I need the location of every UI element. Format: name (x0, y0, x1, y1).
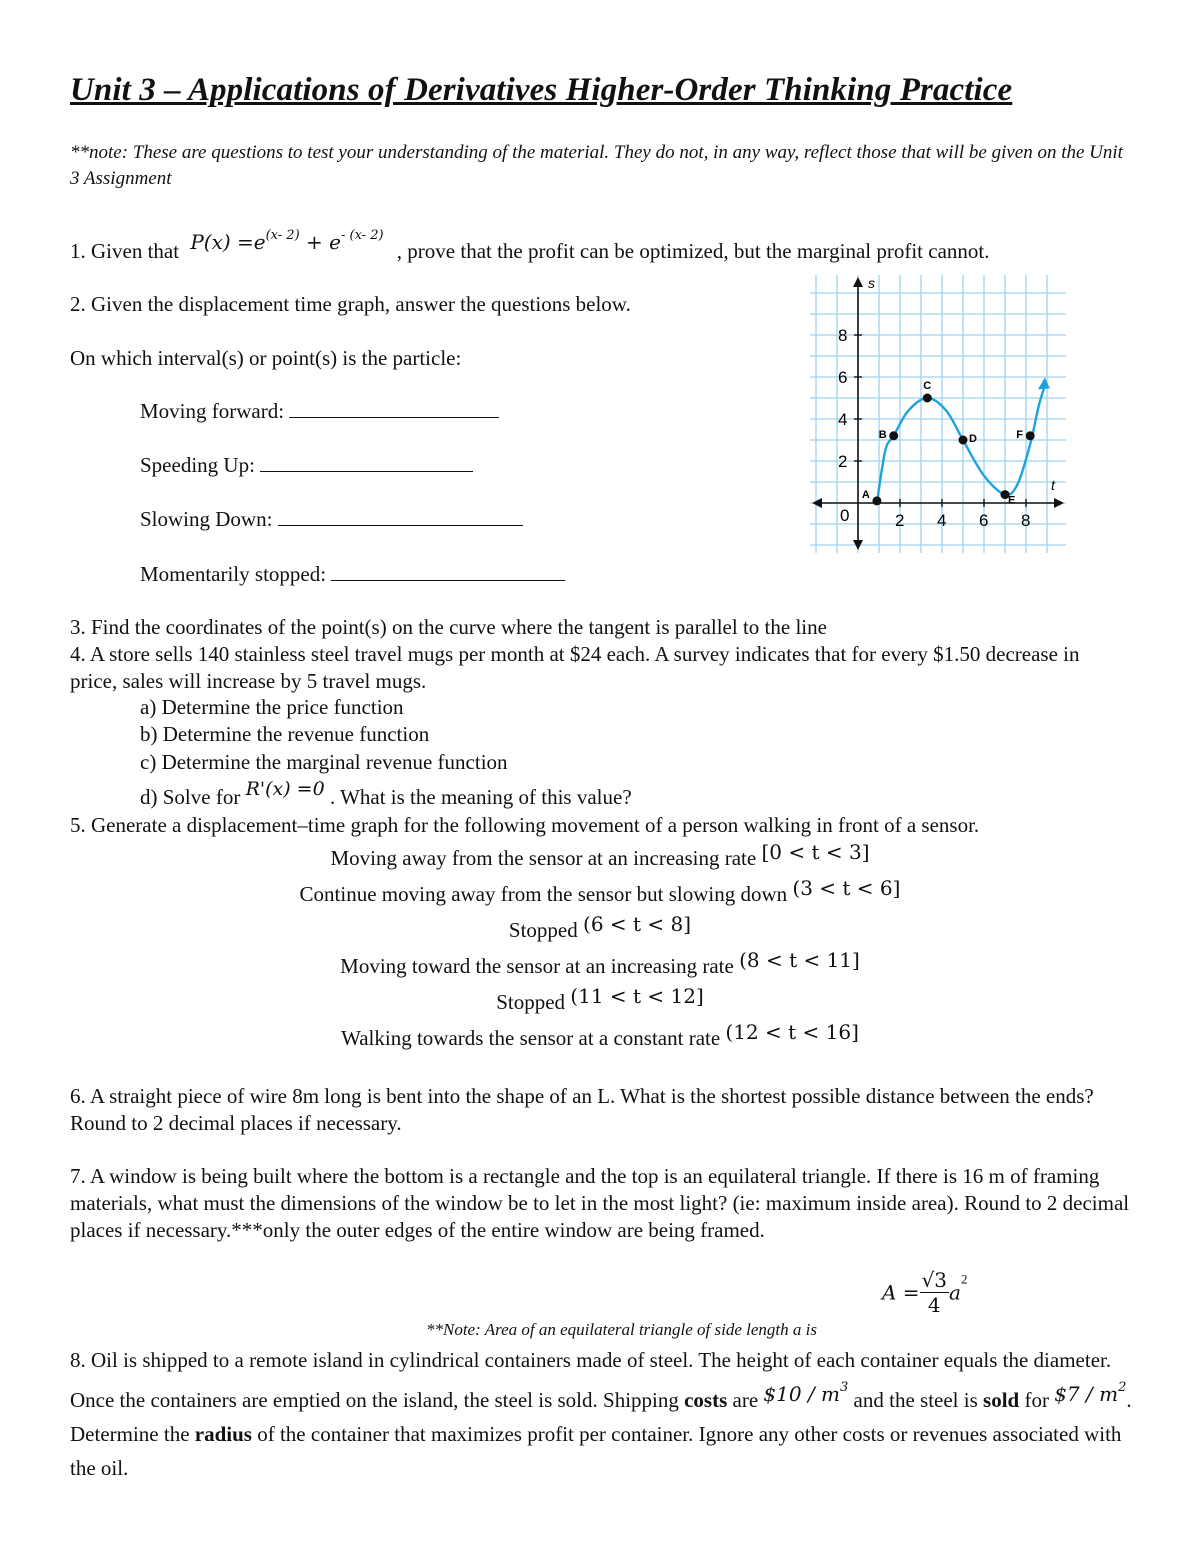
x-axis-label: t (1051, 477, 1055, 493)
y-tick-label: 2 (838, 452, 848, 471)
y-tick-label: 4 (838, 410, 848, 429)
page-title: Unit 3 – Applications of Derivatives Higher-Order Thinking Practice (70, 72, 1013, 108)
q1-formula: $P(x) =e^{(x- 2)} + e^{- (x- 2)}$ (190, 228, 384, 254)
q1-suffix: , prove that the profit can be optimized, but the marginal profit cannot. (396, 239, 990, 263)
graph-point-label: D (969, 433, 977, 445)
q5-row: Continue moving away from the sensor but slowing down (3 < t < 6] (299, 876, 901, 906)
x-tick-label: 6 (979, 511, 989, 530)
q2-prompt: On which interval(s) or point(s) is the particle: (70, 346, 462, 370)
steel-price: $7 / $m^2$ (1054, 1380, 1127, 1406)
q4-d-formula: R'(x) =0 (245, 778, 325, 800)
graph-point-c (923, 394, 932, 403)
q5-row: Moving toward the sensor at an increasing rate (8 < t < 11] (340, 948, 860, 978)
displacement-time-graph (810, 275, 1066, 553)
answer-blank[interactable] (278, 507, 523, 526)
graph-point-label: E (1008, 494, 1016, 507)
q4-part-a: a) Determine the price function (140, 695, 404, 719)
question-6: 6. A straight piece of wire 8m long is bent into the shape of an L. What is the shortest possible distance between the ends? Round to 2 decimal places if necessary. (70, 1084, 1094, 1135)
graph-point-label: A (861, 488, 870, 501)
question-5: 5. Generate a displacement–time graph for the following movement of a person walking in front of a sensor. (70, 813, 980, 837)
answer-blank[interactable] (289, 399, 499, 418)
graph-point-a (872, 496, 881, 505)
q2-slowing-down: Slowing Down: (140, 507, 523, 532)
question-3: 3. Find the coordinates of the point(s) on the curve where the tangent is parallel to the line (70, 615, 827, 639)
area-note: **Note: Area of an equilateral triangle of side length a is (426, 1320, 817, 1339)
formula-fraction: $\frac{√3}{4}$ (921, 1268, 948, 1317)
question-7: 7. A window is being built where the bottom is a rectangle and the top is an equilateral triangle. If there is 16 m of framing materials, what must the dimensions of the window be to let in the most light? (ie: maximum inside area). Round to 2 decimal places if necessary.***only the outer edges of the entire window are being framed. (70, 1164, 1130, 1242)
q4-part-c: c) Determine the marginal revenue function (140, 750, 508, 774)
q1-prefix: 1. Given that (70, 239, 180, 263)
y-axis-label: s (868, 275, 875, 291)
q5-row: Walking towards the sensor at a constant rate (12 < t < 16] (341, 1020, 859, 1050)
q2-moving-forward: Moving forward: (140, 399, 499, 424)
q2-momentarily-stopped: Momentarily stopped: (140, 562, 565, 587)
x-tick-label: 4 (937, 511, 947, 530)
q2-speeding-up: Speeding Up: (140, 453, 473, 478)
graph-point-b (889, 431, 898, 440)
y-tick-label: 6 (838, 368, 848, 387)
displacement-curve (877, 385, 1045, 503)
graph-point-f (1026, 431, 1035, 440)
graph-point-d (959, 436, 968, 445)
question-2: 2. Given the displacement time graph, answer the questions below. (70, 292, 631, 316)
question-1 (70, 228, 990, 264)
question-8: 8. Oil is shipped to a remote island in cylindrical containers made of steel. The height of each container equals the diameter. Once the containers are emptied on the island, the steel is sold. Shipping costs are $10 / $m^3$ and the steel is sold for $7 / $m^2$. Determine the radius of the container that maximizes profit per container. Ignore any other costs or revenues associated with the oil. (70, 1348, 1132, 1480)
origin-label: 0 (840, 506, 850, 525)
graph-point-label: B (878, 428, 887, 441)
q5-row: Moving away from the sensor at an increasing rate [0 < t < 3] (330, 840, 870, 870)
q5-row: Stopped (6 < t < 8] (508, 912, 692, 942)
shipping-price: $10 / $m^3$ (763, 1380, 849, 1406)
x-tick-label: 2 (895, 511, 905, 530)
q4-part-d: d) Solve for R'(x) =0 . What is the meaning of this value? (140, 778, 632, 809)
triangle-area-formula: A = $\frac{√3}{4}$ $a^2$ (882, 1268, 968, 1317)
curve-arrowhead (1038, 377, 1050, 389)
graph-point-label: C (923, 380, 932, 392)
q4-part-b: b) Determine the revenue function (140, 722, 430, 746)
answer-blank[interactable] (260, 453, 473, 472)
intro-note: **note: These are questions to test your understanding of the material. They do not, in any way, reflect those that will be given on the Unit 3 Assignment (70, 142, 1123, 189)
y-tick-label: 8 (838, 326, 848, 345)
x-tick-label: 8 (1021, 511, 1031, 530)
graph-point-label: F (1016, 428, 1023, 441)
question-4: 4. A store sells 140 stainless steel travel mugs per month at $24 each. A survey indicates that for every $1.50 decrease in price, sales will increase by 5 travel mugs. (70, 642, 1080, 693)
answer-blank[interactable] (331, 562, 565, 581)
q5-row: Stopped (11 < t < 12] (496, 984, 704, 1014)
